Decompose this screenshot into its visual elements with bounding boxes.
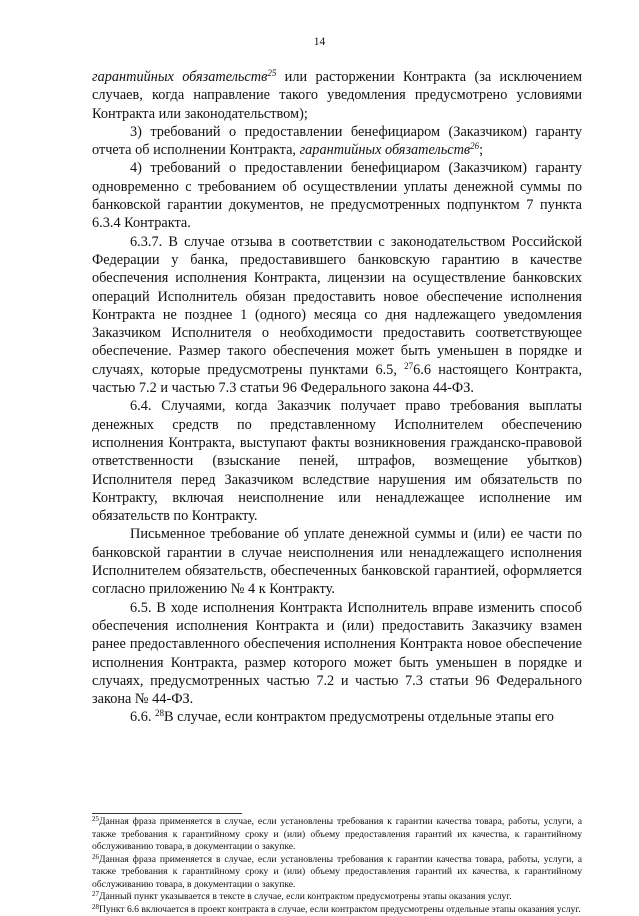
footnotes [92,816,582,916]
footnote-separator [92,813,242,814]
footnote-ref: 27 [404,361,413,371]
page-number: 14 [0,36,639,48]
paragraph-written-demand: Письменное требование об уплате денежной суммы и (или) ее части по банковской гарантии в случае неисполнения или ненадлежащего исполнения Исполнителем обязательств, обеспеченных банковской гарантией, оформляется согласно приложению № 4 к Контракту. [92,525,582,598]
paragraph-continuation: гарантийных обязательств$^{25}$ или расторжении Контракта (за исключением случаев, когда направление такого уведомления предусмотрено условиями Контракта или законодательством); [92,68,582,123]
paragraph-6-4: 6.4. Случаями, когда Заказчик получает право требования выплаты денежных средств по представленному Исполнителем обеспечению исполнения Контракта, выступают факты возникновения гражданско-правовой ответственности (взыскание пеней, штрафов, возмещение убытков) Исполнителя перед Заказчиком вследствие нарушения им обязательств по Контракту, включая неисполнение или ненадлежащее исполнение им обязательств по Контракту. [92,397,582,525]
footnote: $^{28}$Пункт 6.6 включается в проект контракта в случае, если контрактом предусмотрены отдельные этапы оказания услуг. [92,904,582,916]
italic-phrase: гарантийных обязательств [92,69,267,85]
body-text [92,68,582,727]
footnote: $^{27}$Данный пункт указывается в тексте в случае, если контрактом предусмотрены этапы оказания услуг. [92,891,582,904]
paragraph-6-6: 6.6. $^{28}$В случае, если контрактом предусмотрены отдельные этапы его [92,708,582,726]
paragraph-6-3-7: 6.3.7. В случае отзыва в соответствии с законодательством Российской Федерации у банка, предоставившего банковскую гарантию в качестве обеспечения исполнения Контракта, лицензии на осуществление банковских операций Исполнитель обязан предоставить новое обеспечение исполнения Контракта не позднее 1 (одного) месяца со дня надлежащего уведомления Заказчиком Исполнителя о необходимости предоставить соответствующее обеспечение. Размер такого обеспечения может быть уменьшен в порядке и случаях, которые предусмотрены пунктами 6.5, $^{27}$6.6 настоящего Контракта, частью 7.2 и частью 7.3 статьи 96 Федерального закона 44-ФЗ. [92,233,582,398]
paragraph-item-3: 3) требований о предоставлении бенефициаром (Заказчиком) гаранту отчета об исполнении Контракта, гарантийных обязательств$^{26}$; [92,123,582,160]
footnote: $^{25}$Данная фраза применяется в случае, если установлены требования к гарантии качества товара, работы, услуги, а также требования к гарантийному сроку и (или) объему предоставления гарантий их качества, к гарантийному обслуживанию товара, в документации о закупке. [92,816,582,854]
paragraph-item-4: 4) требований о предоставлении бенефициаром (Заказчиком) гаранту одновременно с требованием об осуществлении уплаты денежной суммы по банковской гарантии документов, не предусмотренных подпунктом 7 пункта 6.3.4 Контракта. [92,159,582,232]
footnote-ref: 28 [155,708,164,718]
footnote-ref: 26 [470,141,479,151]
paragraph-6-5: 6.5. В ходе исполнения Контракта Исполнитель вправе изменить способ обеспечения исполнения Контракта и (или) предоставить Заказчику взамен ранее предоставленного обеспечения исполнения Контракта новое обеспечение исполнения Контракта, размер которого может быть уменьшен в порядке и случаях, предусмотренных частью 7.2 и частью 7.3 статьи 96 Федерального закона № 44-ФЗ. [92,599,582,709]
italic-phrase: гарантийных обязательств [300,142,471,158]
footnote: $^{26}$Данная фраза применяется в случае, если установлены требования к гарантии качества товара, работы, услуги, а также требования к гарантийному сроку и (или) объему предоставления гарантий их качества, к гарантийному обслуживанию товара, в документации о закупке. [92,854,582,892]
footnote-ref: 25 [267,68,276,78]
